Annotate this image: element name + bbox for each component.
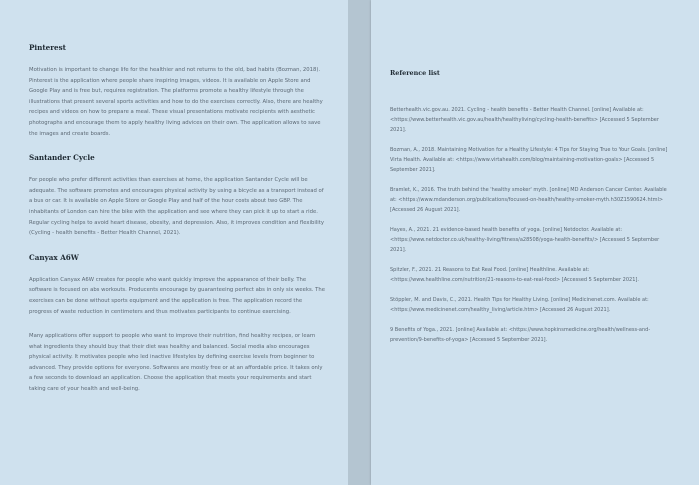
reference-list-title: Reference list: [390, 69, 440, 77]
section-heading-canyax: Canyax A6W: [29, 252, 79, 262]
reference-item: 9 Benefits of Yoga., 2021. [online] Available at: <https://www.hopkinsmedicine.org/health/wellness-and-prevention/9-benefits-of-yoga> [Accessed 5 September 2021].: [390, 327, 651, 343]
reference-item: Hayes, A., 2021. 21 evidence-based health benefits of yoga. [online] Netdoctor. Available at: <https://www.netdoctor.co.uk/healthy-living/fitness/a28508/yoga-health-benefits/> [Accessed 5 September 2021].: [390, 227, 660, 253]
reference-item: Bozman, A., 2018. Maintaining Motivation for a Healthy Lifestyle: 4 Tips for Staying True to Your Goals. [online] Virta Health. Available at: <https://www.virtahealth.com/blog/maintaining-motivation-goals> [Accessed 5 September 2021].: [390, 147, 668, 173]
document-page-right: [371, 0, 699, 485]
reference-item: Spitzler, F., 2021. 21 Reasons to Eat Real Food. [online] Healthline. Available at: <https://www.healthline.com/nutrition/21-reasons-to-eat-real-food> [Accessed 5 September 2021].: [390, 267, 639, 283]
reference-item: Betterhealth.vic.gov.au. 2021. Cycling - health benefits - Better Health Channel. [online] Available at: <https://www.betterhealth.vic.gov.au/health/healthyliving/cycling-health-benefits> [Accessed 5 September 2021].: [390, 107, 659, 133]
paragraph-canyax: Application Canyax A6W creates for people who want quickly improve the appearance of their belly. The software is focused on abs workouts. Producents encourage by guaranteeing perfect abs in only six weeks. The exercises can be done without sports equipment and the application is free. The application record the progress of waste reduction in centimeters and thus motivates participants to continue exercising.: [29, 276, 325, 315]
paragraph-conclusion: Many applications offer support to people who want to improve their nutrition, find healthy recipes, or learn what ingredients they should buy that their diet was healthy and balanced. Social media also encourages physical activity. It motivates people who led inactive lifestyles by defining exercise levels from beginner to advanced. They provide options for everyone. Softwares are mostly free or at an affordable price. It takes only a few seconds to download an application. Choose the application that meets your requirements and start taking care of your health and well-being.: [29, 333, 323, 393]
section-heading-santander-cycle: Santander Cycle: [29, 153, 95, 163]
paragraph-santander-cycle: For people who prefer different activities than exercises at home, the application Santander Cycle will be adequate. The software promotes and encourages physical activity by using a bicycle as a transport instead of a bus or car. It is available on Apple Store or Google Play and half of the hour costs about two GBP. The inhabitants of London can hire the bike with the application and see where they can pick it up to start a ride. Regular cycling helps to avoid heart disease, obesity, and depression. Also, it improves condition and flexibility (Cycling - health benefits - Better Health Channel, 2021).: [29, 177, 324, 237]
reference-item: Bramlet, K., 2016. The truth behind the 'healthy smoker' myth. [online] MD Anderson Cancer Center. Available at: <https://www.mdanderson.org/publications/focused-on-health/healthy-smoker-myth.h30Z1590624.html> [Accessed 26 August 2021].: [390, 187, 667, 213]
paragraph-pinterest: Motivation is important to change life for the healthier and not returns to the old, bad habits (Bozman, 2018). Pinterest is the application where people share inspiring images, videos. It is available on Apple Store and Google Play and is free but, requires registration. The platforms promote a healthy lifestyle through the illustrations that present several sports activities and how to do the exercises correctly. Also, there are healthy recipes and videos on how to prepare a meal. These visual presentations motivate recipients with aesthetic photographs and encourage them to apply healthy living advices on their own. The application allows to save the images and create boards.: [29, 67, 323, 137]
page-gap: [348, 0, 371, 485]
document-page-left: [0, 0, 348, 485]
section-heading-pinterest: Pinterest: [29, 43, 66, 52]
reference-item: Stöppler, M. and Davis, C., 2021. Health Tips for Healthy Living. [online] Medicinenet.com. Available at: <https://www.medicinenet.com/healthy_living/article.htm> [Accessed 26 August 2021].: [390, 297, 649, 313]
